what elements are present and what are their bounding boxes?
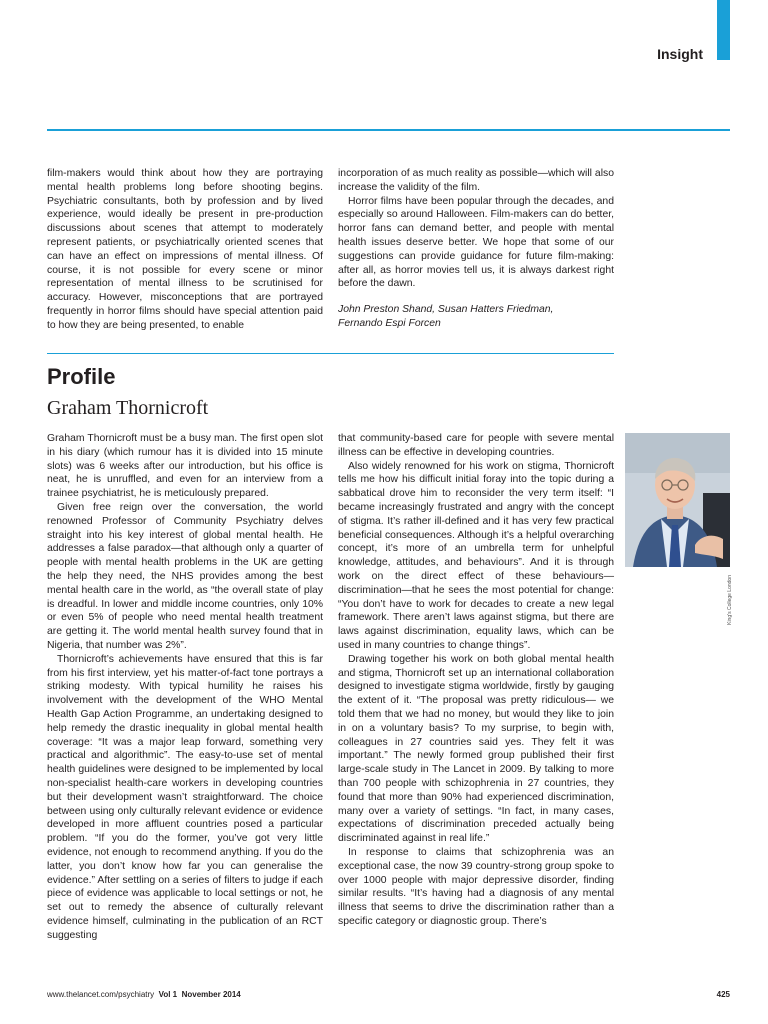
profile-paragraph: Also widely renowned for his work on stigma, Thornicroft tells me how his difficult initial foray into the topic during a sabbatical drove him to reconsider the very term itself: “I became increasingly frustrated and angry with the concept of stigma. It’s rather ill-defined and it has very few practical beneficial consequences. Although it’s a helpful overarching concept, it’s more of an umbrella term for unhelpful knowledge, attitudes, and behaviours”. And it is through work on the direct effect of these behaviours—discrimination—that he sees the most potential for change: “You don’t have to work for decades to create a new legal framework. There aren’t laws against stigma, but there are laws against discrimination, equality laws, which can be used in many countries to change things”. (338, 460, 614, 651)
section-divider (47, 353, 614, 354)
journal-url[interactable]: www.thelancet.com/psychiatry (47, 990, 155, 999)
section-label: Insight (657, 46, 703, 62)
top-article-paragraph: Horror films have been popular through the decades, and especially so around Halloween. Film-makers can do better, horror fans can demand better, and people with mental health issues deserve better. We hope that some of our suggestions can provide guidance for future film-making: after all, as horror movies tell us, it is always darkest right before the dawn. (338, 195, 614, 290)
top-article-col2 (338, 167, 614, 331)
footer-citation (47, 990, 241, 999)
footer-volume: Vol 1 (158, 990, 178, 999)
page-number: 425 (716, 990, 730, 999)
portrait-illustration (625, 433, 730, 567)
profile-paragraph: In response to claims that schizophrenia was an exceptional case, the now 39 country-strong group spoke to over 1000 people with major depressive disorder, finding similar results. “It’s having had a diagnosis of any mental illness that seems to drive the discrimination rather than a specific category or diagnostic group. There’s (338, 846, 614, 927)
profile-paragraph: Thornicroft’s achievements have ensured that this is far from his first interview, yet his matter-of-fact tone portrays a striking modesty. With typical humility he raises his involvement with the development of the WHO Mental Health Gap Action Programme, an undertaking designed to help remedy the drastic inequality in global mental health coverage: “It was a major leap forward, something very practical and algorithmic”. The easy-to-use set of mental health guidelines were designed to be implemented by local non-specialist health-care workers in developing countries but their development wasn’t straightforward. The choice between using only culturally relevant evidence or evidence developed in more affluent countries posed a particular problem. “If you do the former, you’ve got very little evidence, not enough to recommend anything. If you do the latter, you don’t know how far you can generalise the evidence.” After settling on a series of filters to judge if each piece of evidence was applicable to local settings or not, he set out to remedy the absence of culturally relevant evidence himself, culminating in the publication of an RCT suggesting (47, 653, 323, 941)
profile-heading: Profile (47, 364, 116, 389)
profile-col1 (47, 432, 323, 942)
top-article-paragraph: film-makers would think about how they are portraying mental health problems long before shooting begins. Psychiatric consultants, both by profession and by lived experience, would ideally be present in pre-production discussions about scenes that attempt to moderately represent patients, or psychiatrically oriented scenes that can have an effect on impressions of mental illness. Of course, it is not possible for every scene or minor representation of mental illness to be scrutinised for accuracy. However, misconceptions that are portrayed frequently in horror films should have special attention paid to how they are being presented, to enable (47, 168, 323, 331)
profile-col2 (338, 432, 614, 929)
footer-date: November 2014 (181, 990, 241, 999)
author-byline (338, 303, 614, 331)
photo-credit: King's College London (727, 575, 733, 625)
profile-paragraph: Drawing together his work on both global mental health and stigma, Thornicroft set up an international collaboration designed to investigate stigma worldwide, firstly by gauging the extent of it. “The proposal was pretty ridiculous— we told them that we had no money, but would they like to join in on a voluntary basis? To my surprise, to begin with, colleagues in 27 countries said yes. They felt it was important.” The newly formed group published their first large-scale study in The Lancet in 2009. By talking to more than 700 people with schizophrenia in 27 countries, they found that more than 90% had experienced discrimination, many over a variety of settings. “In fact, in many cases, expectations of discrimination preceded actually being discriminated against in real life.” (338, 653, 614, 845)
header-rule (47, 129, 730, 131)
author-line-1: John Preston Shand, Susan Hatters Friedman, (338, 304, 554, 316)
portrait-photo (625, 433, 730, 567)
profile-paragraph: that community-based care for people with severe mental illness can be effective in developing countries. (338, 433, 614, 458)
top-article-col1 (47, 167, 323, 333)
top-article-paragraph: incorporation of as much reality as possible—which will also increase the validity of the film. (338, 168, 614, 193)
profile-name: Graham Thornicroft (47, 397, 209, 419)
profile-paragraph: Graham Thornicroft must be a busy man. The first open slot in his diary (which rumour has it is divided into 15 minute slots) was 6 weeks after our introduction, but his office is neat, he is unruffled, and even for an interview from a trainee psychiatrist, he is meticulously prepared. (47, 433, 323, 500)
header-accent-bar (717, 0, 730, 60)
profile-paragraph: Given free reign over the conversation, the world renowned Professor of Community Psychiatry delves straight into his key interest of global mental health. He addresses a false paradox—that although only a quarter of people with mental health problems in the UK are getting the help they need, the NHS provides among the best mental health care in the world, as “the overall state of play is dreadful. In lower and middle income countries, only 10% or even 5% of people who need mental health treatment are getting it. The world mental health survey found that in Nigeria, that number was 2%”. (47, 501, 323, 651)
author-line-2: Fernando Espi Forcen (338, 317, 441, 329)
